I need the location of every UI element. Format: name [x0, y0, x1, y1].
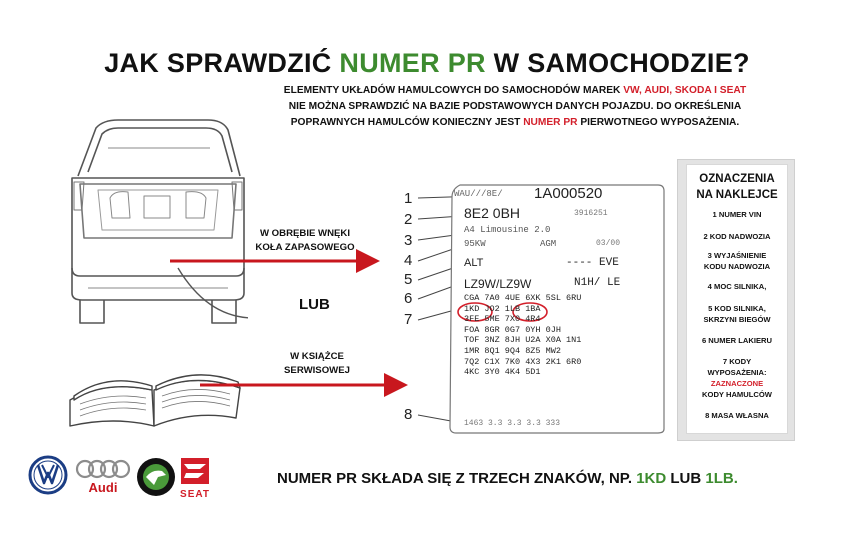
interior-code: N1H/ LE: [574, 277, 621, 289]
sticker-number-3: 3: [404, 232, 413, 249]
highlighted-codes-label: ZAZNACZONE: [710, 379, 764, 388]
legend-item-7: 7 KODY WYPOSAŻENIA: ZAZNACZONE KODY HAMULCÓW: [687, 356, 787, 400]
paint-code: LZ9W/LZ9W: [464, 277, 532, 291]
audi-logo-icon: [77, 461, 129, 477]
equipment-row: FOA 8GR 0G7 0YH 0JH: [464, 324, 561, 335]
vin-number: 1A000520: [534, 185, 603, 202]
production-date: 03/00: [596, 239, 621, 248]
weight-values: 1463 3.3 3.3 3.3 333: [464, 419, 561, 428]
vw-logo-icon: [30, 457, 66, 493]
sticker-number-4: 4: [404, 252, 413, 269]
footer-statement: NUMER PR SKŁADA SIĘ Z TRZECH ZNAKÓW, NP. 1KD LUB 1LB.: [277, 470, 738, 487]
intro-line-1: ELEMENTY UKŁADÓW HAMULCOWYCH DO SAMOCHODÓW MAREK VW, AUDI, SKODA I SEAT: [283, 85, 747, 96]
equipment-row: 1MR 8Q1 9Q4 8Z5 MW2: [464, 345, 561, 356]
skoda-logo-icon: [137, 458, 175, 496]
audi-logo-text: Audi: [88, 480, 118, 495]
equipment-row: 7Q2 C1X 7K0 4X3 2K1 6R0: [464, 356, 582, 367]
sticker-number-8: 8: [404, 406, 413, 423]
body-code: 8E2 0BH: [464, 205, 521, 221]
seat-logo-text: SEAT: [180, 489, 210, 500]
car-rear-illustration: [58, 118, 248, 333]
model-description: A4 Limousine 2.0: [464, 225, 551, 235]
legend-item-4: 4 MOC SILNIKA,: [707, 282, 767, 291]
book-label: W KSIĄŻCE SERWISOWEJ: [284, 351, 350, 376]
brand-names: VW, AUDI, SKODA I SEAT: [623, 85, 747, 96]
legend-panel: [686, 164, 788, 434]
seat-logo-icon: [181, 458, 209, 484]
sticker-number-2: 2: [404, 211, 413, 228]
sticker-legend: [677, 159, 795, 441]
intro-line-3: POPRAWNYCH HAMULCÓW KONIECZNY JEST NUMER PR PIERWOTNEGO WYPOSAŻENIA.: [290, 117, 740, 128]
page-title: [0, 48, 854, 79]
pr-number-highlight: NUMER PR: [523, 117, 578, 128]
or-label: LUB: [299, 296, 330, 313]
equipment-row: CGA 7A0 4UE 6XK 5SL 6RU: [464, 293, 582, 303]
legend-item-1: 1 NUMER VIN: [712, 210, 762, 219]
engine-code: ALT: [464, 257, 484, 269]
body-code-number: 3916251: [574, 209, 608, 218]
title-text-1: JAK SPRAWDZIĆ: [104, 48, 340, 78]
legend-item-3: 3 WYJAŚNIENIE KODU NADWOZIA: [703, 251, 771, 271]
legend-item-8: 8 MASA WŁASNA: [705, 411, 769, 420]
equipment-row: TOF 3NZ 8JH U2A X0A 1N1: [464, 335, 582, 346]
title-text-2: W SAMOCHODZIE?: [485, 48, 750, 78]
legend-item-6: 6 NUMER LAKIERU: [701, 336, 773, 345]
car-label: W OBRĘBIE WNĘKI KOŁA ZAPASOWEGO: [255, 228, 355, 253]
equipment-row: 3FE 5ME 7X0 4R4: [464, 314, 541, 325]
title-highlight: NUMER PR: [339, 48, 486, 78]
equipment-codes: [464, 293, 581, 378]
gearbox-code: ---- EVE: [566, 257, 619, 269]
sticker-number-7: 7: [404, 311, 413, 328]
equipment-row: 1KD JO2 1LB 1BA: [464, 303, 541, 314]
legend-item-2: 2 KOD NADWOZIA: [703, 232, 771, 241]
brand-logos: [28, 455, 248, 503]
agm-label: AGM: [540, 239, 557, 249]
engine-power: 95KW: [464, 239, 486, 249]
sticker-number-5: 5: [404, 271, 413, 288]
equipment-row: 4KC 3Y0 4K4 5D1: [464, 367, 541, 378]
example-code-1: 1KD: [636, 470, 667, 487]
intro-text: [215, 83, 815, 131]
legend-title: OZNACZENIA NA NAKLEJCE: [696, 173, 778, 201]
sticker-number-1: 1: [404, 190, 413, 207]
vehicle-data-sticker: [448, 183, 666, 435]
legend-item-5: 5 KOD SILNIKA, SKRZYNI BIEGÓW: [703, 304, 771, 324]
sticker-number-6: 6: [404, 290, 413, 307]
vin-prefix: WAU///8E/: [454, 189, 503, 199]
intro-line-2: NIE MOŻNA SPRAWDZIĆ NA BAZIE PODSTAWOWYCH DANYCH POJAZDU. DO OKREŚLENIA: [288, 101, 742, 112]
example-code-2: 1LB.: [705, 470, 738, 487]
